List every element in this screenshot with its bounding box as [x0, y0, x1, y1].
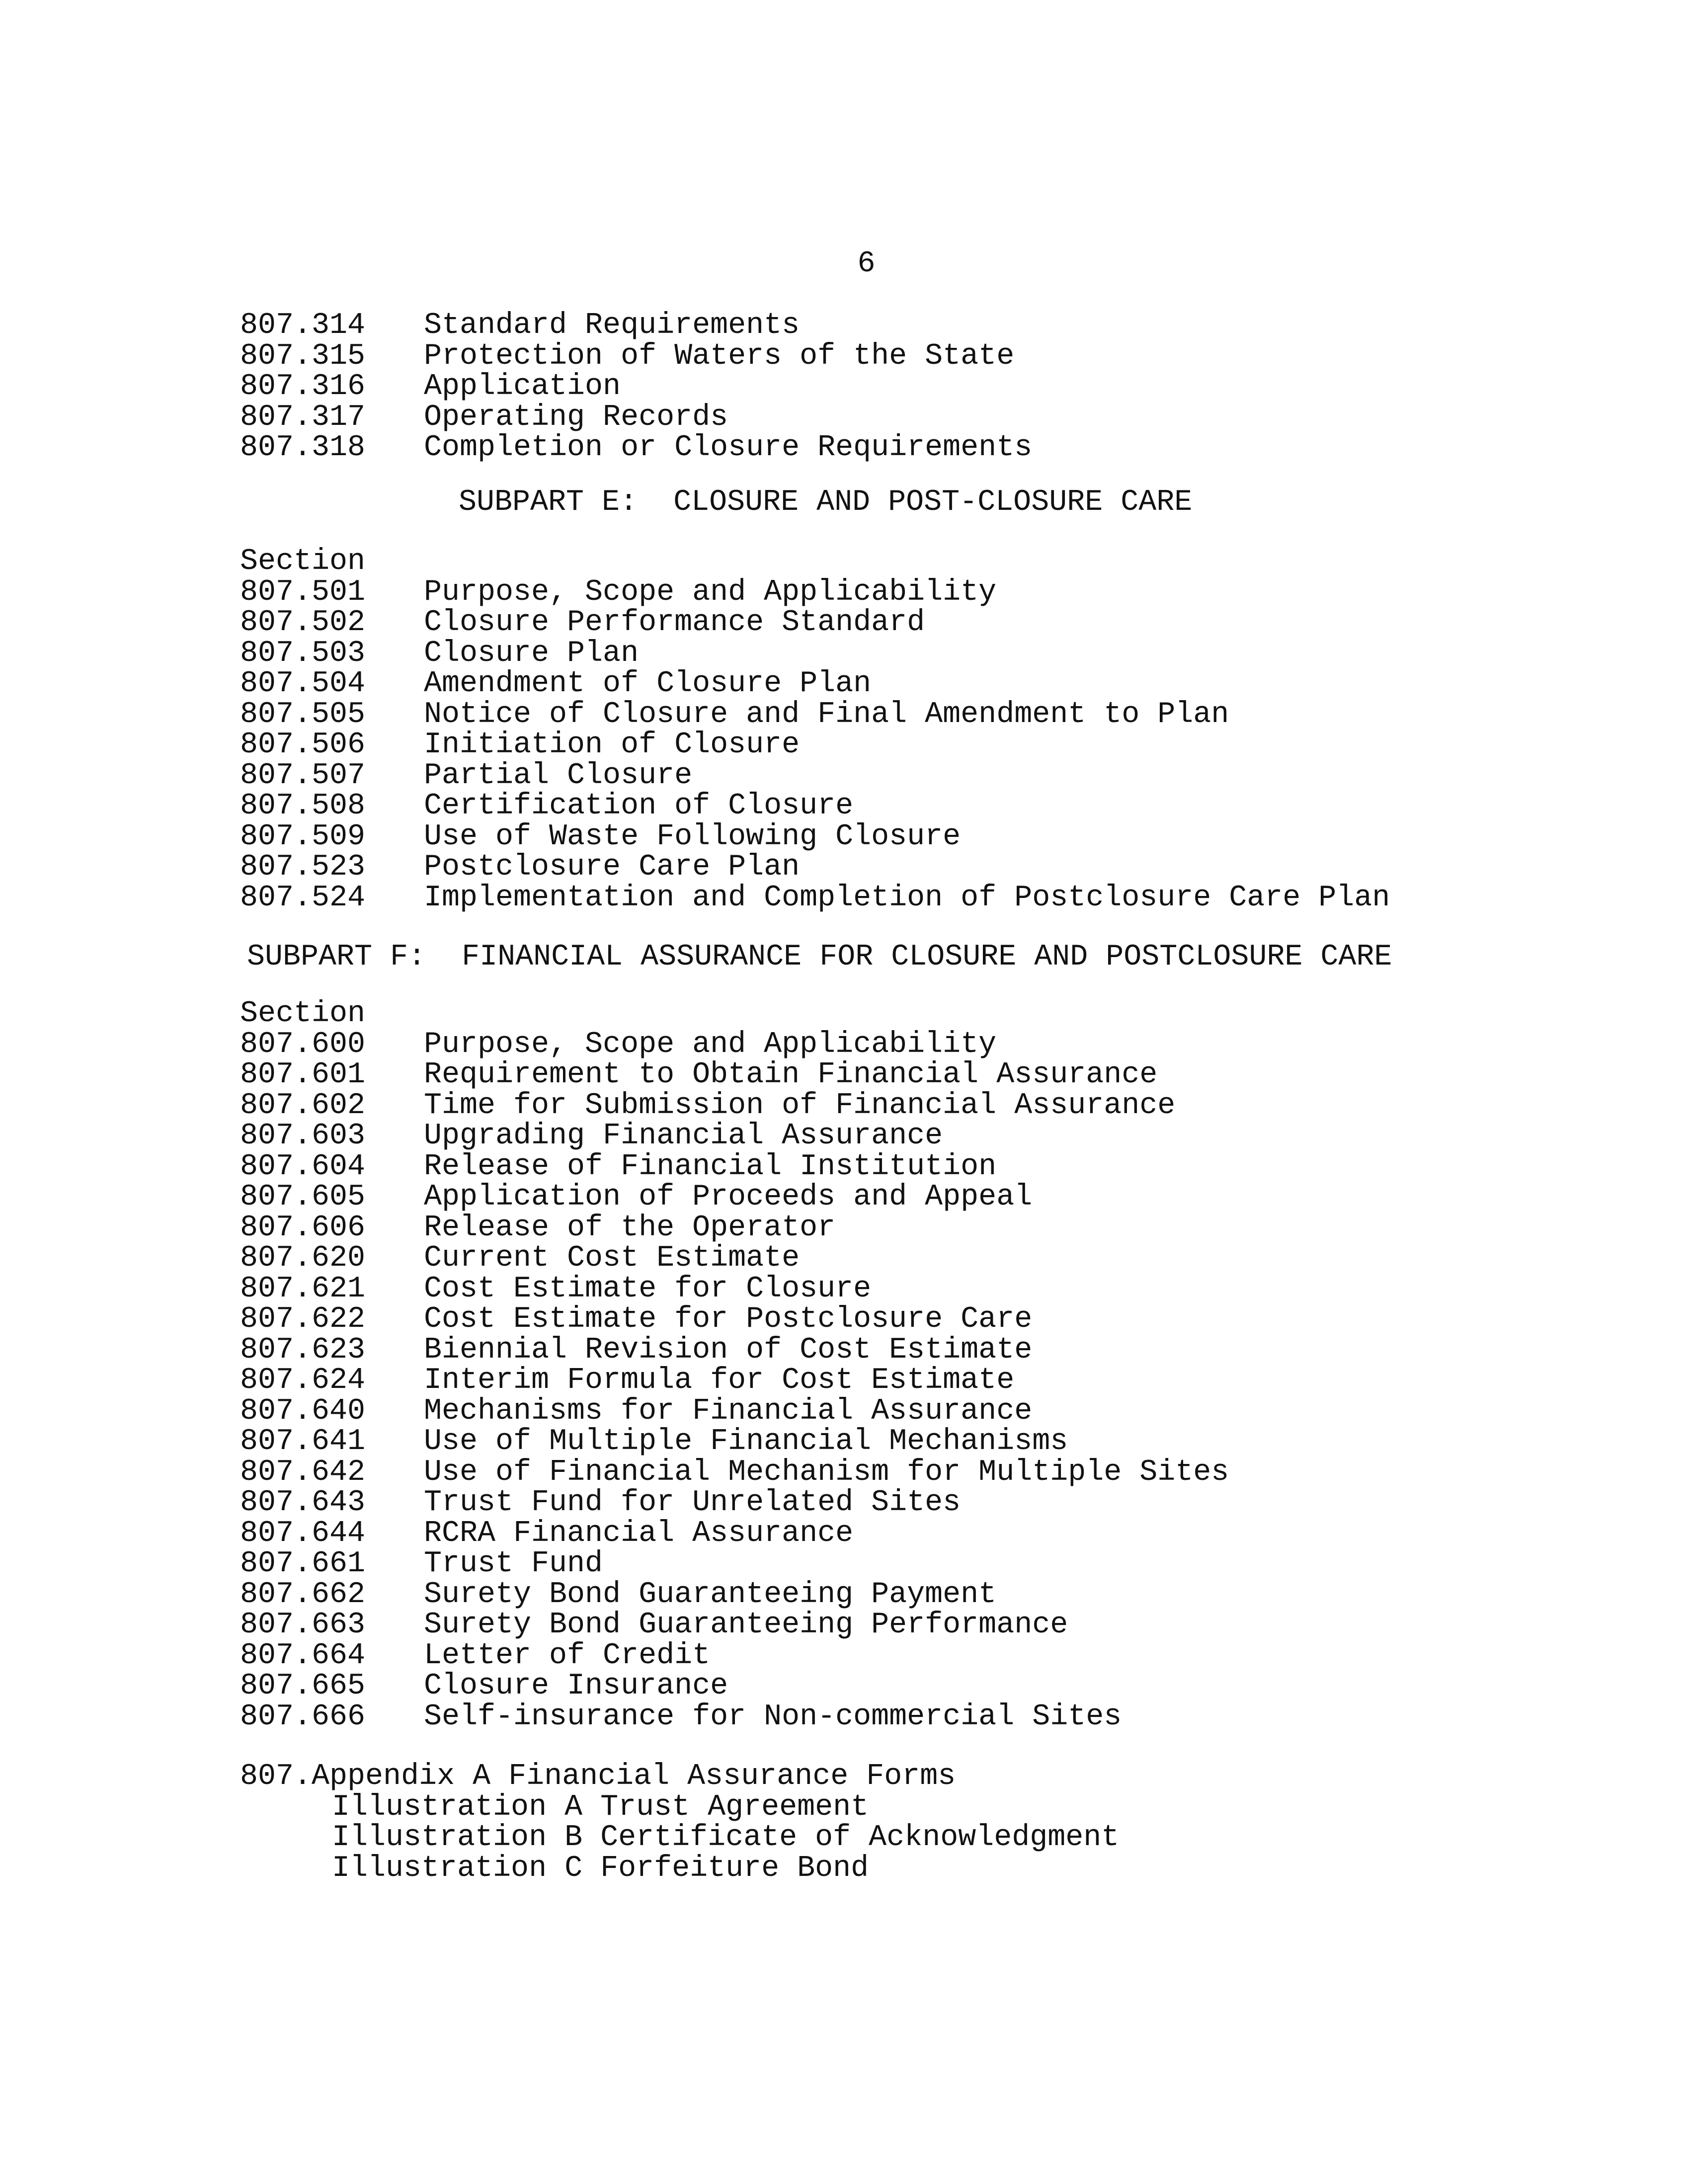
section-title: Mechanisms for Financial Assurance: [424, 1394, 1033, 1428]
section-title: Certification of Closure: [424, 789, 854, 823]
list-item: [0, 852, 1688, 883]
section-number: 807.504: [240, 667, 366, 701]
list-item: [0, 1149, 1688, 1184]
subpart-f-heading: SUBPART F: FINANCIAL ASSURANCE FOR CLOSURE AND POSTCLOSURE CARE: [247, 940, 1392, 974]
section-title: Purpose, Scope and Applicability: [424, 1027, 997, 1061]
list-item: [0, 883, 1688, 914]
section-number: 807.640: [240, 1394, 366, 1428]
section-list-subpart-f: [0, 999, 1688, 1732]
list-item: [0, 1699, 1688, 1734]
section-title: Upgrading Financial Assurance: [424, 1119, 943, 1153]
section-number: 807.642: [240, 1455, 366, 1489]
list-item: [0, 1274, 1688, 1305]
section-number: 807.606: [240, 1211, 366, 1245]
section-number: 807.600: [240, 1027, 366, 1061]
list-item: [0, 1577, 1688, 1612]
list-item: [0, 1304, 1688, 1335]
list-item: [0, 1457, 1688, 1488]
section-title: Trust Fund for Unrelated Sites: [424, 1486, 961, 1520]
section-title: Letter of Credit: [424, 1638, 711, 1673]
section-title: Notice of Closure and Final Amendment to Plan: [424, 697, 1229, 731]
section-title: Protection of Waters of the State: [424, 339, 1015, 373]
section-number: 807.604: [240, 1149, 366, 1184]
appendix-title: 807.Appendix A Financial Assurance Forms: [240, 1760, 956, 1793]
section-number: 807.509: [240, 819, 366, 854]
section-label-row: [0, 547, 1688, 577]
section-title: Initiation of Closure: [424, 728, 800, 762]
section-title: Implementation and Completion of Postclosure Care Plan: [424, 881, 1390, 915]
list-item: [0, 1610, 1688, 1641]
illustration-item: Illustration B Certificate of Acknowledgment: [332, 1821, 1120, 1855]
section-label: Section: [240, 997, 366, 1031]
list-item: [0, 1366, 1688, 1396]
list-item: [0, 730, 1688, 761]
section-title: Interim Formula for Cost Estimate: [424, 1364, 1015, 1397]
list-item: [0, 400, 1688, 434]
section-title: Closure Insurance: [424, 1669, 728, 1703]
section-title: Use of Multiple Financial Mechanisms: [424, 1425, 1068, 1458]
section-number: 807.666: [240, 1699, 366, 1734]
list-item: [0, 1182, 1688, 1213]
list-item: [0, 1638, 1688, 1673]
section-number: 807.501: [240, 575, 366, 609]
list-item: [0, 1427, 1688, 1457]
list-item: [0, 1549, 1688, 1580]
section-title: Purpose, Scope and Applicability: [424, 575, 997, 609]
section-number: 807.643: [240, 1486, 366, 1520]
section-title: Application of Proceeds and Appeal: [424, 1180, 1033, 1214]
section-number: 807.622: [240, 1302, 366, 1336]
section-label-row: [0, 999, 1688, 1030]
section-title: Time for Submission of Financial Assurance: [424, 1088, 1176, 1123]
section-title: Operating Records: [424, 400, 728, 434]
list-item: [0, 1088, 1688, 1123]
list-item: [0, 1488, 1688, 1519]
section-title: Cost Estimate for Closure: [424, 1272, 872, 1306]
section-number: 807.665: [240, 1669, 366, 1703]
list-item: [0, 1121, 1688, 1152]
section-number: 807.524: [240, 881, 366, 915]
section-list-group1: [0, 311, 1688, 464]
section-title: Completion or Closure Requirements: [424, 431, 1033, 465]
list-item: [0, 758, 1688, 793]
list-item: [0, 311, 1688, 341]
section-number: 807.316: [240, 370, 366, 404]
section-number: 807.315: [240, 339, 366, 373]
section-title: Closure Performance Standard: [424, 606, 925, 640]
list-item: [0, 791, 1688, 822]
list-item: [0, 1213, 1688, 1244]
section-title: Requirement to Obtain Financial Assurance: [424, 1058, 1158, 1092]
illustration-item: Illustration A Trust Agreement: [332, 1790, 869, 1824]
section-number: 807.641: [240, 1425, 366, 1458]
list-item: [0, 1060, 1688, 1091]
list-item: [0, 819, 1688, 854]
section-title: Closure Plan: [424, 636, 639, 670]
section-title: Release of the Operator: [424, 1211, 836, 1245]
section-number: 807.314: [240, 309, 366, 342]
section-list-subpart-e: [0, 547, 1688, 913]
list-item: [0, 372, 1688, 403]
section-number: 807.602: [240, 1088, 366, 1123]
section-number: 807.662: [240, 1577, 366, 1612]
section-title: Self-insurance for Non-commercial Sites: [424, 1699, 1122, 1734]
section-number: 807.624: [240, 1364, 366, 1397]
section-title: Use of Waste Following Closure: [424, 819, 961, 854]
subpart-e-heading: SUBPART E: CLOSURE AND POST-CLOSURE CARE: [459, 485, 1193, 519]
section-title: Application: [424, 370, 621, 404]
section-title: Release of Financial Institution: [424, 1149, 997, 1184]
section-number: 807.503: [240, 636, 366, 670]
section-title: Partial Closure: [424, 758, 693, 793]
section-title: Use of Financial Mechanism for Multiple Sites: [424, 1455, 1229, 1489]
list-item: [0, 577, 1688, 608]
section-number: 807.317: [240, 400, 366, 434]
section-title: Surety Bond Guaranteeing Payment: [424, 1577, 997, 1612]
section-number: 807.506: [240, 728, 366, 762]
section-number: 807.605: [240, 1180, 366, 1214]
section-number: 807.663: [240, 1608, 366, 1642]
section-title: Postclosure Care Plan: [424, 850, 800, 884]
section-title: Current Cost Estimate: [424, 1241, 800, 1275]
list-item: [0, 1671, 1688, 1702]
section-title: Trust Fund: [424, 1547, 603, 1581]
list-item: [0, 433, 1688, 464]
section-number: 807.621: [240, 1272, 366, 1306]
section-number: 807.623: [240, 1333, 366, 1367]
section-number: 807.620: [240, 1241, 366, 1275]
list-item: [0, 1516, 1688, 1550]
list-item: [0, 1243, 1688, 1274]
section-number: 807.523: [240, 850, 366, 884]
section-number: 807.661: [240, 1547, 366, 1581]
list-item: [0, 636, 1688, 670]
section-number: 807.603: [240, 1119, 366, 1153]
page-number: 6: [857, 247, 876, 281]
list-item: [0, 1396, 1688, 1427]
section-label: Section: [240, 545, 366, 578]
section-number: 807.601: [240, 1058, 366, 1092]
illustration-item: Illustration C Forfeiture Bond: [332, 1852, 869, 1885]
section-number: 807.502: [240, 606, 366, 640]
section-number: 807.644: [240, 1516, 366, 1550]
list-item: [0, 697, 1688, 731]
section-title: Cost Estimate for Postclosure Care: [424, 1302, 1033, 1336]
section-number: 807.318: [240, 431, 366, 465]
section-title: Amendment of Closure Plan: [424, 667, 872, 701]
list-item: [0, 669, 1688, 700]
section-number: 807.505: [240, 697, 366, 731]
section-title: RCRA Financial Assurance: [424, 1516, 854, 1550]
section-title: Standard Requirements: [424, 309, 800, 342]
list-item: [0, 608, 1688, 639]
section-number: 807.664: [240, 1638, 366, 1673]
section-title: Surety Bond Guaranteeing Performance: [424, 1608, 1068, 1642]
list-item: [0, 341, 1688, 372]
list-item: [0, 1027, 1688, 1061]
list-item: [0, 1335, 1688, 1366]
section-number: 807.508: [240, 789, 366, 823]
section-title: Biennial Revision of Cost Estimate: [424, 1333, 1033, 1367]
section-number: 807.507: [240, 758, 366, 793]
